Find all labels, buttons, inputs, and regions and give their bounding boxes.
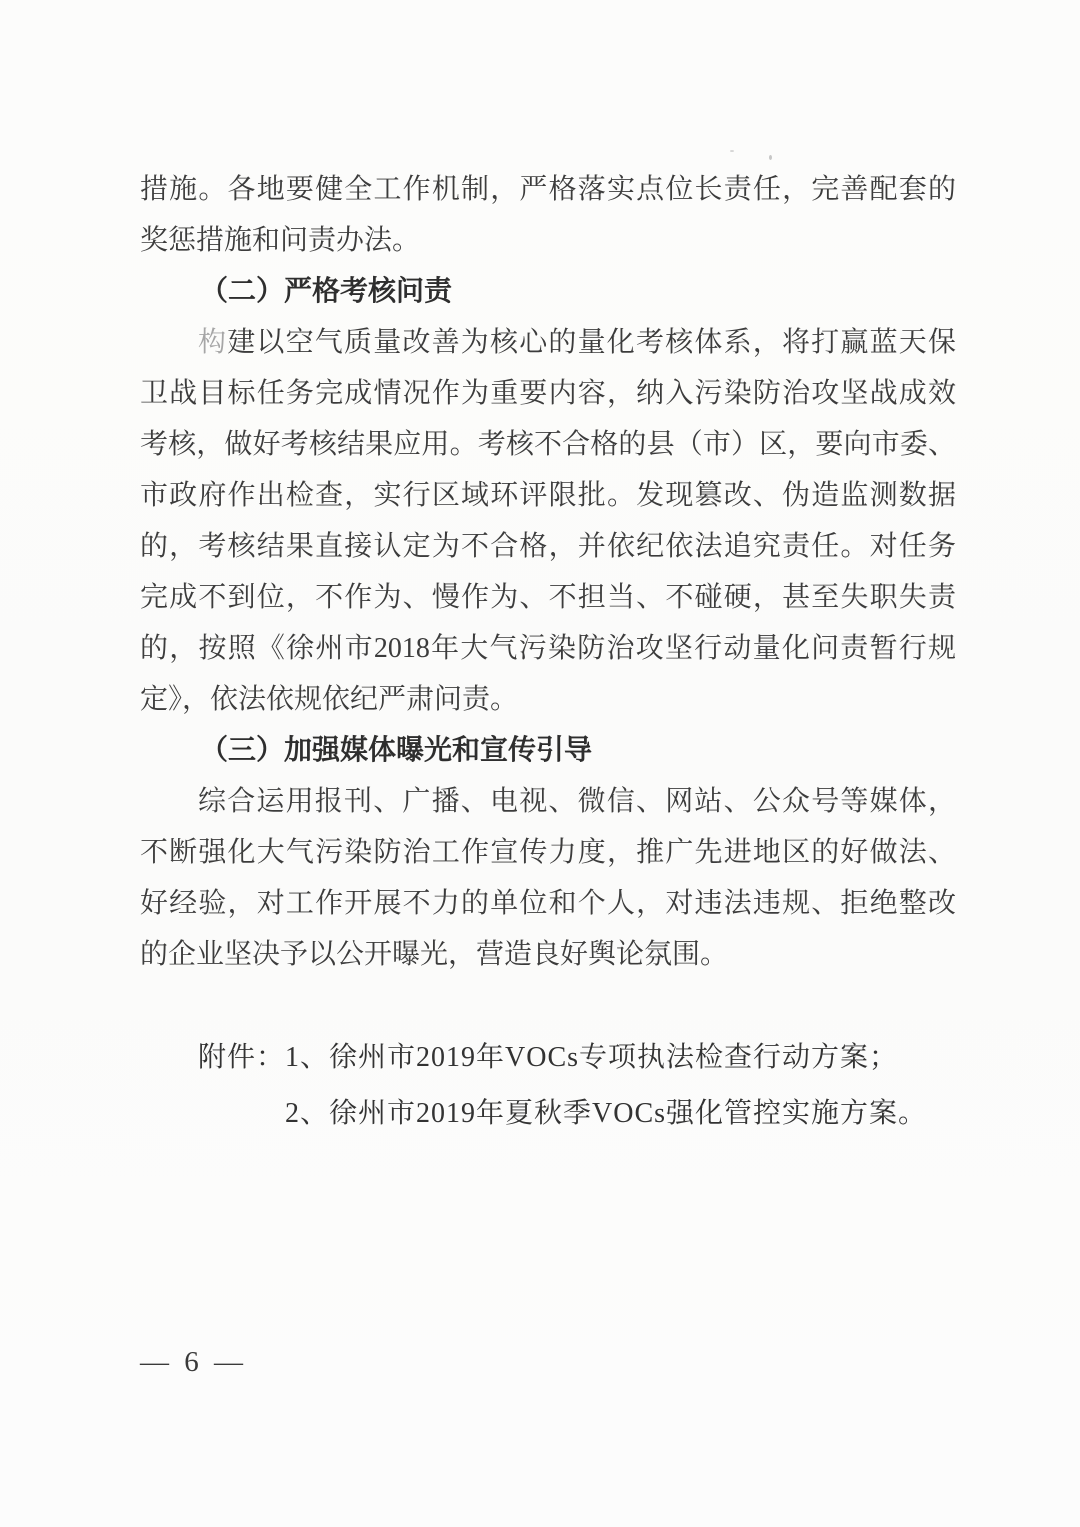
attachment-item: 1、徐州市2019年VOCs专项执法检查行动方案； [285,1042,899,1073]
text-line: 措施。各地要健全工作机制，严格落实点位长责任，完善配套的 [140,174,956,205]
page-number: — 6 — [140,1346,247,1378]
attachment-item: 2、徐州市2019年夏秋季VOCs强化管控实施方案。 [285,1098,928,1129]
document-body [140,164,956,980]
text-line: 完成不到位，不作为、慢作为、不担当、不碰硬，甚至失职失责 [140,582,956,613]
section-3-body [140,776,956,980]
text-line: 的，考核结果直接认定为不合格，并依纪依法追究责任。对任务 [140,531,956,562]
text-line: 的，按照《徐州市2018年大气污染防治攻坚行动量化问责暂行规 [140,633,956,664]
text-line: 市政府作出检查，实行区域环评限批。发现篡改、伪造监测数据 [140,480,956,511]
attachments-label: 附件： [198,1042,286,1073]
section-2-body [140,317,956,725]
scan-speck [730,150,734,152]
section-2-heading: （二）严格考核问责 [200,276,453,307]
scan-speck [769,155,772,160]
text-line: 不断强化大气污染防治工作宣传力度，推广先进地区的好做法、 [140,837,956,868]
text-line: 定》，依法依规依纪严肃问责。 [140,684,519,715]
text-line: 构建以空气质量改善为核心的量化考核体系，将打赢蓝天保 [198,327,956,358]
text-line: 奖惩措施和问责办法。 [140,225,421,256]
text-line: 的企业坚决予以公开曝光，营造良好舆论氛围。 [140,939,729,970]
paragraph-continuation [140,164,956,266]
section-3-heading: （三）加强媒体曝光和宣传引导 [200,735,593,766]
text-line: 好经验，对工作开展不力的单位和个人，对违法违规、拒绝整改 [140,888,956,919]
attachments-block [198,1030,927,1142]
text-line: 考核，做好考核结果应用。考核不合格的县（市）区，要向市委、 [140,429,956,460]
attachments-list [285,1030,927,1142]
text-line: 综合运用报刊、广播、电视、微信、网站、公众号等媒体， [198,786,956,817]
text-line: 卫战目标任务完成情况作为重要内容，纳入污染防治攻坚战成效 [140,378,956,409]
